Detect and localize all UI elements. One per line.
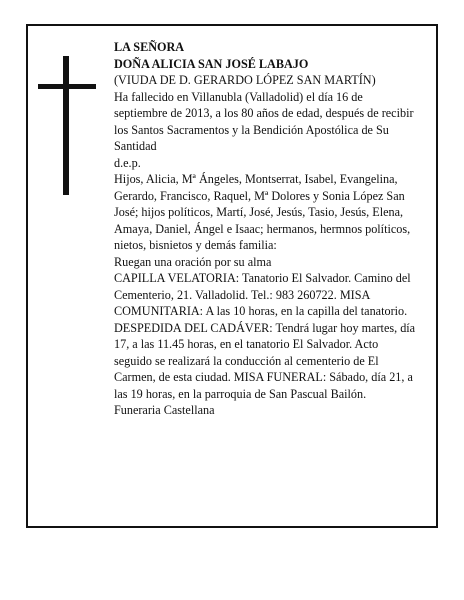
funeral-home: Funeraria Castellana xyxy=(114,403,215,417)
family-list: Hijos, Alicia, Mª Ángeles, Montserrat, Isabel, Evangelina, Gerardo, Francisco, Raquel, Mª Dolores y Sonia López San José; hijos políticos, Martí, José, Jesús, Tasio, Jesús, Elena, Amaya, Daniel, Ángel e Isaac; hermanos, hermnos políticos, nietos, bisnietos y demás familia: xyxy=(114,172,411,252)
prayer-request: Ruegan una oración por su alma xyxy=(114,254,272,269)
cross-icon-bar xyxy=(38,84,96,89)
title-line: LA SEÑORA xyxy=(114,40,185,54)
widow-of: (VIUDA DE D. GERARDO LÓPEZ SAN MARTÍN) xyxy=(114,73,376,87)
cross-icon xyxy=(63,56,69,195)
deceased-name: DOÑA ALICIA SAN JOSÉ LABAJO xyxy=(114,56,309,71)
chapel-info: CAPILLA VELATORIA: Tanatorio El Salvador. Camino del Cementerio, 21. Valladolid. Tel.: 983 260722. MISA COMUNITARIA: A las 10 horas, en la capilla del tanatorio. xyxy=(114,271,411,318)
death-announcement: Ha fallecido en Villanubla (Valladolid) el día 16 de septiembre de 2013, a los 80 años de edad, después de recibir los Santos Sacramentos y la Bendición Apostólica de Su Santidad xyxy=(114,89,414,153)
farewell-info: DESPEDIDA DEL CADÁVER: Tendrá lugar hoy martes, día 17, a las 11.45 horas, en el tanatorio El Salvador. Acto seguido se realizará la conducción al cementerio de El Carmen, de esta ciudad. MISA FUNERAL: Sábado, día 21, a las 19 horas, en la parroquia de San Pascual Bailón. xyxy=(114,320,416,401)
rip: d.e.p. xyxy=(114,155,141,170)
obituary-text xyxy=(114,39,419,419)
